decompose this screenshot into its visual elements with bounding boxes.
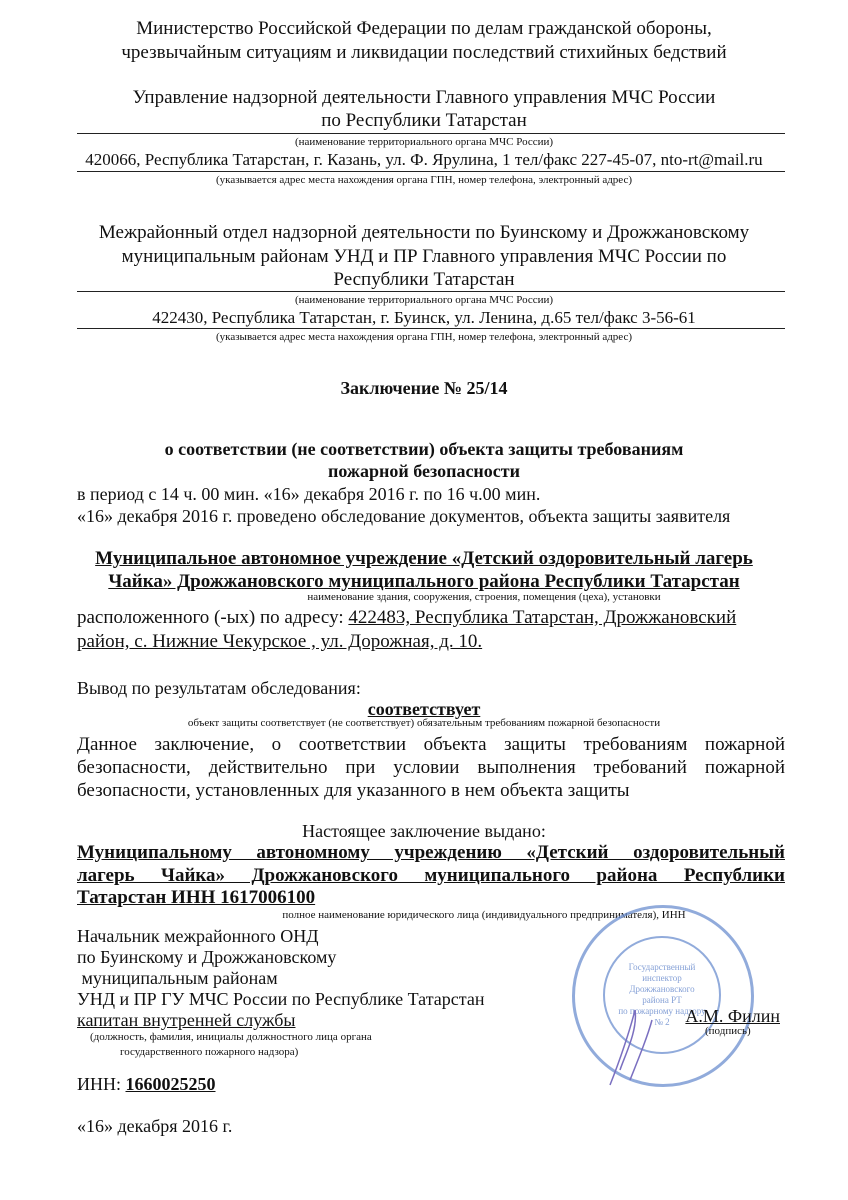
department-line-1: Межрайонный отдел надзорной деятельности по Буинскому и Дрожжановскому — [98, 222, 750, 243]
subject-line-1: о соответствии (не соответствии) объекта защиты требованиям — [164, 439, 684, 459]
issued-caption: полное наименование юридического лица (индивидуального предпринимателя), ИНН — [282, 909, 686, 921]
object-caption: наименование здания, сооружения, строения, помещения (цеха), установки — [307, 591, 661, 603]
conclusion-label: Вывод по результатам обследования: — [77, 678, 361, 698]
directorate-line-1: Управление надзорной деятельности Главного управления МЧС России — [132, 87, 716, 108]
inn-value: 1660025250 — [125, 1074, 216, 1094]
signatory-line-3: муниципальным районам — [77, 968, 278, 988]
issued-label: Настоящее заключение выдано: — [302, 821, 546, 841]
inn-label: ИНН: — [77, 1074, 126, 1094]
caption-address-2: (указывается адрес места нахождения органа ГПН, номер телефона, электронный адрес) — [215, 331, 633, 343]
object-address-line-1 — [77, 607, 736, 629]
caption-org-2: (наименование территориального органа МЧС России) — [294, 294, 554, 306]
inn-line — [77, 1073, 216, 1095]
signatory-line-1: Начальник межрайонного ОНД — [77, 926, 319, 946]
document-title: Заключение № 25/14 — [340, 378, 508, 398]
signature-scribble — [590, 1000, 670, 1090]
divider — [77, 171, 785, 172]
conclusion-caption: объект защиты соответствует (не соответствует) обязательным требованиям пожарной безопасности — [187, 717, 661, 729]
period-line-1: в период с 14 ч. 00 мин. «16» декабря 2016 г. по 16 ч.00 мин. — [77, 484, 541, 504]
conclusion-result: соответствует — [367, 699, 481, 719]
divider — [77, 291, 785, 292]
divider — [77, 328, 785, 329]
ministry-line-2: чрезвычайным ситуациям и ликвидации последствий стихийных бедствий — [121, 42, 727, 63]
department-address: 422430, Республика Татарстан, г. Буинск, ул. Ленина, д.65 тел/факс 3-56-61 — [152, 308, 696, 327]
conclusion-text-3: безопасности, установленных для указанного в нем объекта защиты — [77, 780, 630, 801]
issued-to-1: Муниципальному автономному учреждению «Детский оздоровительный — [77, 842, 785, 863]
stamp-text: Государственный — [628, 962, 696, 972]
subject-line-2: пожарной безопасности — [327, 461, 521, 481]
signatory-line-4: УНД и ПР ГУ МЧС России по Республике Татарстан — [77, 989, 485, 1009]
ministry-line-1: Министерство Российской Федерации по делам гражданской обороны, — [136, 18, 712, 39]
address-prefix: расположенного (-ых) по адресу: — [77, 607, 349, 628]
department-line-3: Республики Татарстан — [333, 269, 515, 290]
divider — [77, 133, 785, 134]
stamp-text: инспектор — [642, 973, 682, 983]
signature-caption: (подпись) — [705, 1025, 751, 1037]
signatory-line-2: по Буинскому и Дрожжановскому — [77, 947, 337, 967]
object-name-1: Муниципальное автономное учреждение «Детский оздоровительный лагерь — [95, 548, 753, 569]
stamp-text: района РТ — [642, 995, 682, 1005]
conclusion-text-2: безопасности, действительно при условии выполнения требований пожарной — [77, 757, 785, 778]
document-date: «16» декабря 2016 г. — [77, 1116, 233, 1136]
issued-to-2: лагерь Чайка» Дрожжановского муниципального района Республики — [77, 865, 785, 886]
directorate-address: 420066, Республика Татарстан, г. Казань, ул. Ф. Ярулина, 1 тел/факс 227-45-07, nto-rt@mail.ru — [85, 150, 763, 169]
conclusion-text-1: Данное заключение, о соответствии объекта защиты требованиям пожарной — [77, 734, 785, 755]
stamp-text: № 2 — [654, 1017, 670, 1027]
caption-address: (указывается адрес места нахождения органа ГПН, номер телефона, электронный адрес) — [215, 174, 633, 186]
department-line-2: муниципальным районам УНД и ПР Главного управления МЧС России по — [121, 246, 727, 267]
address-value-1: 422483, Республика Татарстан, Дрожжановский — [348, 607, 737, 628]
signatory-name: А.М. Филин — [685, 1006, 780, 1026]
caption-org: (наименование территориального органа МЧС России) — [294, 136, 554, 148]
object-name-2: Чайка» Дрожжановского муниципального района Республики Татарстан — [108, 571, 740, 592]
directorate-line-2: по Республики Татарстан — [321, 110, 527, 131]
object-address-line-2: район, с. Нижние Чекурское , ул. Дорожная, д. 10. — [77, 631, 483, 652]
period-line-2: «16» декабря 2016 г. проведено обследование документов, объекта защиты заявителя — [77, 506, 731, 526]
stamp-text: Дрожжановского — [629, 984, 695, 994]
stamp-text: по пожарному надзору — [618, 1006, 706, 1016]
signatory-rank: капитан внутренней службы — [77, 1010, 296, 1030]
signatory-caption-1: (должность, фамилия, инициалы должностного лица органа — [90, 1031, 372, 1043]
signatory-caption-2: государственного пожарного надзора) — [120, 1046, 299, 1058]
issued-to-3: Татарстан ИНН 1617006100 — [77, 887, 316, 908]
